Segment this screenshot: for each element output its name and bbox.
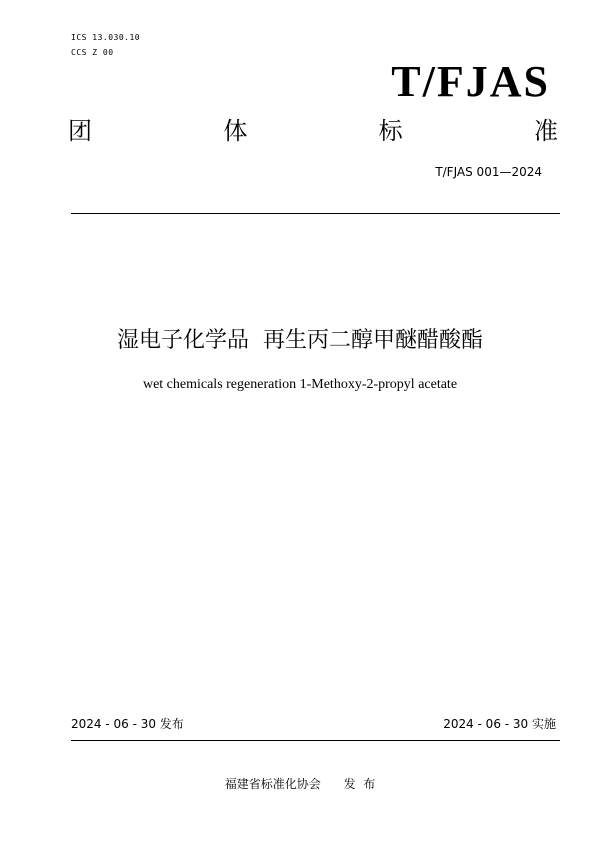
standard-number: T/FJAS 001—2024	[435, 165, 542, 179]
top-divider	[71, 213, 560, 214]
standard-type-char: 体	[223, 117, 248, 145]
implementation-date: 2024 - 06 - 30 实施	[443, 717, 556, 731]
issuing-organization: 福建省标准化协会 发 布	[224, 777, 376, 791]
ccs-code: CCS Z 00	[71, 48, 114, 57]
standard-type-char: 标	[378, 117, 403, 145]
issue-date: 2024 - 06 - 30 发布	[71, 717, 184, 731]
ics-code: ICS 13.030.10	[71, 33, 141, 42]
classification-codes	[71, 30, 140, 60]
document-title-english: wet chemicals regeneration 1-Methoxy-2-propyl acetate	[142, 377, 458, 392]
standard-type-char: 团	[68, 117, 92, 145]
document-title-chinese: 湿电子化学品 再生丙二醇甲醚醋酸酯	[117, 328, 483, 353]
standard-type-char: 准	[533, 117, 558, 145]
bottom-divider	[71, 740, 560, 741]
standard-type	[68, 116, 558, 146]
standard-logo: T/FJAS	[391, 57, 550, 106]
